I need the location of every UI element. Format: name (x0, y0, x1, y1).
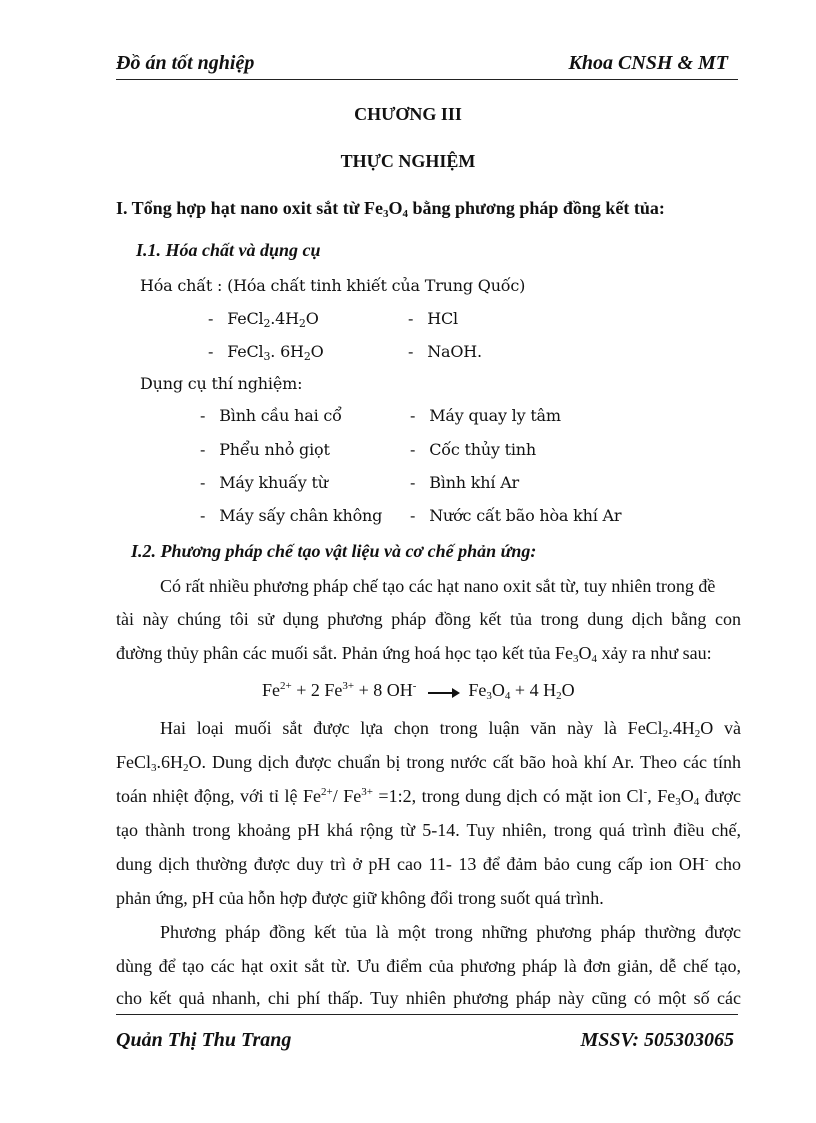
footer-student-id: MSSV: 505303065 (580, 1029, 734, 1051)
para3-line2: dùng để tạo các hạt oxit sắt từ. Ưu điểm của phương pháp là đơn giản, dễ chế tạo, (116, 956, 741, 976)
chemical-item-2: - FeCl$_3$. $6H_2O$ (208, 342, 324, 363)
header-left: Đồ án tốt nghiệp (116, 52, 255, 74)
para2-line3: toán nhiệt động, với tỉ lệ $Fe^{2+}/$ $Fe^{3+}$ =1:2, trong dung dịch có mặt ion Cl-, $Fe_3O_4$ được (116, 786, 741, 808)
section-heading: I. Tổng hợp hạt nano oxit sắt từ $Fe_3O_4$ bằng phương pháp đồng kết tủa: (116, 198, 665, 220)
para1-line1: Có rất nhiều phương pháp chế tạo các hạt nano oxit sắt từ, tuy nhiên trong đề (160, 576, 716, 596)
equipment-left-2: - Phểu nhỏ giọt (200, 440, 330, 459)
reaction-equation: $Fe^{2+} + 2$ $Fe^{3+} + 8$ OH- $Fe_3O_4 + 4$ $H_2O$ (262, 680, 575, 702)
para2-line5: dung dịch thường được duy trì ở pH cao 11- 13 để đảm bảo cung cấp ion OH- cho (116, 854, 741, 874)
para3-line1: Phương pháp đồng kết tủa là một trong những phương pháp thường được (160, 922, 741, 942)
para2-line6: phản ứng, pH của hỗn hợp được giữ không đổi trong suốt quá trình. (116, 888, 604, 908)
subsection-2-heading: I.2. Phương pháp chế tạo vật liệu và cơ chế phản ứng: (131, 541, 537, 561)
para1-line2: tài này chúng tôi sử dụng phương pháp đồng kết tủa trong dung dịch bằng con (116, 609, 741, 629)
para3-line3: cho kết quả nhanh, chi phí thấp. Tuy nhiên phương pháp này cũng có một số các (116, 988, 741, 1008)
para2-line4: tạo thành trong khoảng pH khá rộng từ 5-14. Tuy nhiên, trong quá trình điều chế, (116, 820, 741, 840)
chapter-title: THỰC NGHIỆM (340, 151, 476, 171)
chemical-item-4: - NaOH. (408, 342, 482, 361)
equipment-right-2: - Cốc thủy tinh (410, 440, 537, 459)
chemicals-heading: Hóa chất : (Hóa chất tinh khiết của Trung Quốc) (140, 276, 526, 295)
page-header (116, 52, 738, 80)
equipment-right-1: - Máy quay ly tâm (410, 406, 561, 425)
chemical-item-3: - HCl (408, 309, 458, 328)
equipment-left-3: - Máy khuấy từ (200, 473, 328, 492)
equipment-left-1: - Bình cầu hai cổ (200, 406, 342, 425)
page-footer (116, 1014, 738, 1055)
equipment-right-3: - Bình khí Ar (410, 473, 519, 492)
header-right: Khoa CNSH & MT (568, 52, 728, 74)
equipment-left-4: - Máy sấy chân không (200, 506, 383, 525)
chemical-item-1: - $FeCl_2.4H_2O$ (208, 309, 319, 330)
chapter-number: CHƯƠNG III (354, 104, 462, 124)
reaction-arrow-icon (428, 692, 458, 694)
subsection-1-heading: I.1. Hóa chất và dụng cụ (136, 240, 321, 260)
para2-line1: Hai loại muối sắt được lựa chọn trong luận văn này là $FeCl_2.4H_2O$ và (160, 718, 741, 740)
para1-line3: đường thủy phân các muối sắt. Phản ứng hoá học tạo kết tủa $Fe_3O_4$ xảy ra như sau: (116, 643, 712, 665)
para2-line2: $FeCl_3.6H_2O$. Dung dịch được chuẩn bị trong nước cất bão hoà khí Ar. Theo các tính (116, 752, 741, 774)
equipment-heading: Dụng cụ thí nghiệm: (140, 374, 303, 393)
footer-author: Quản Thị Thu Trang (116, 1029, 292, 1051)
equipment-right-4: - Nước cất bão hòa khí Ar (410, 506, 622, 525)
